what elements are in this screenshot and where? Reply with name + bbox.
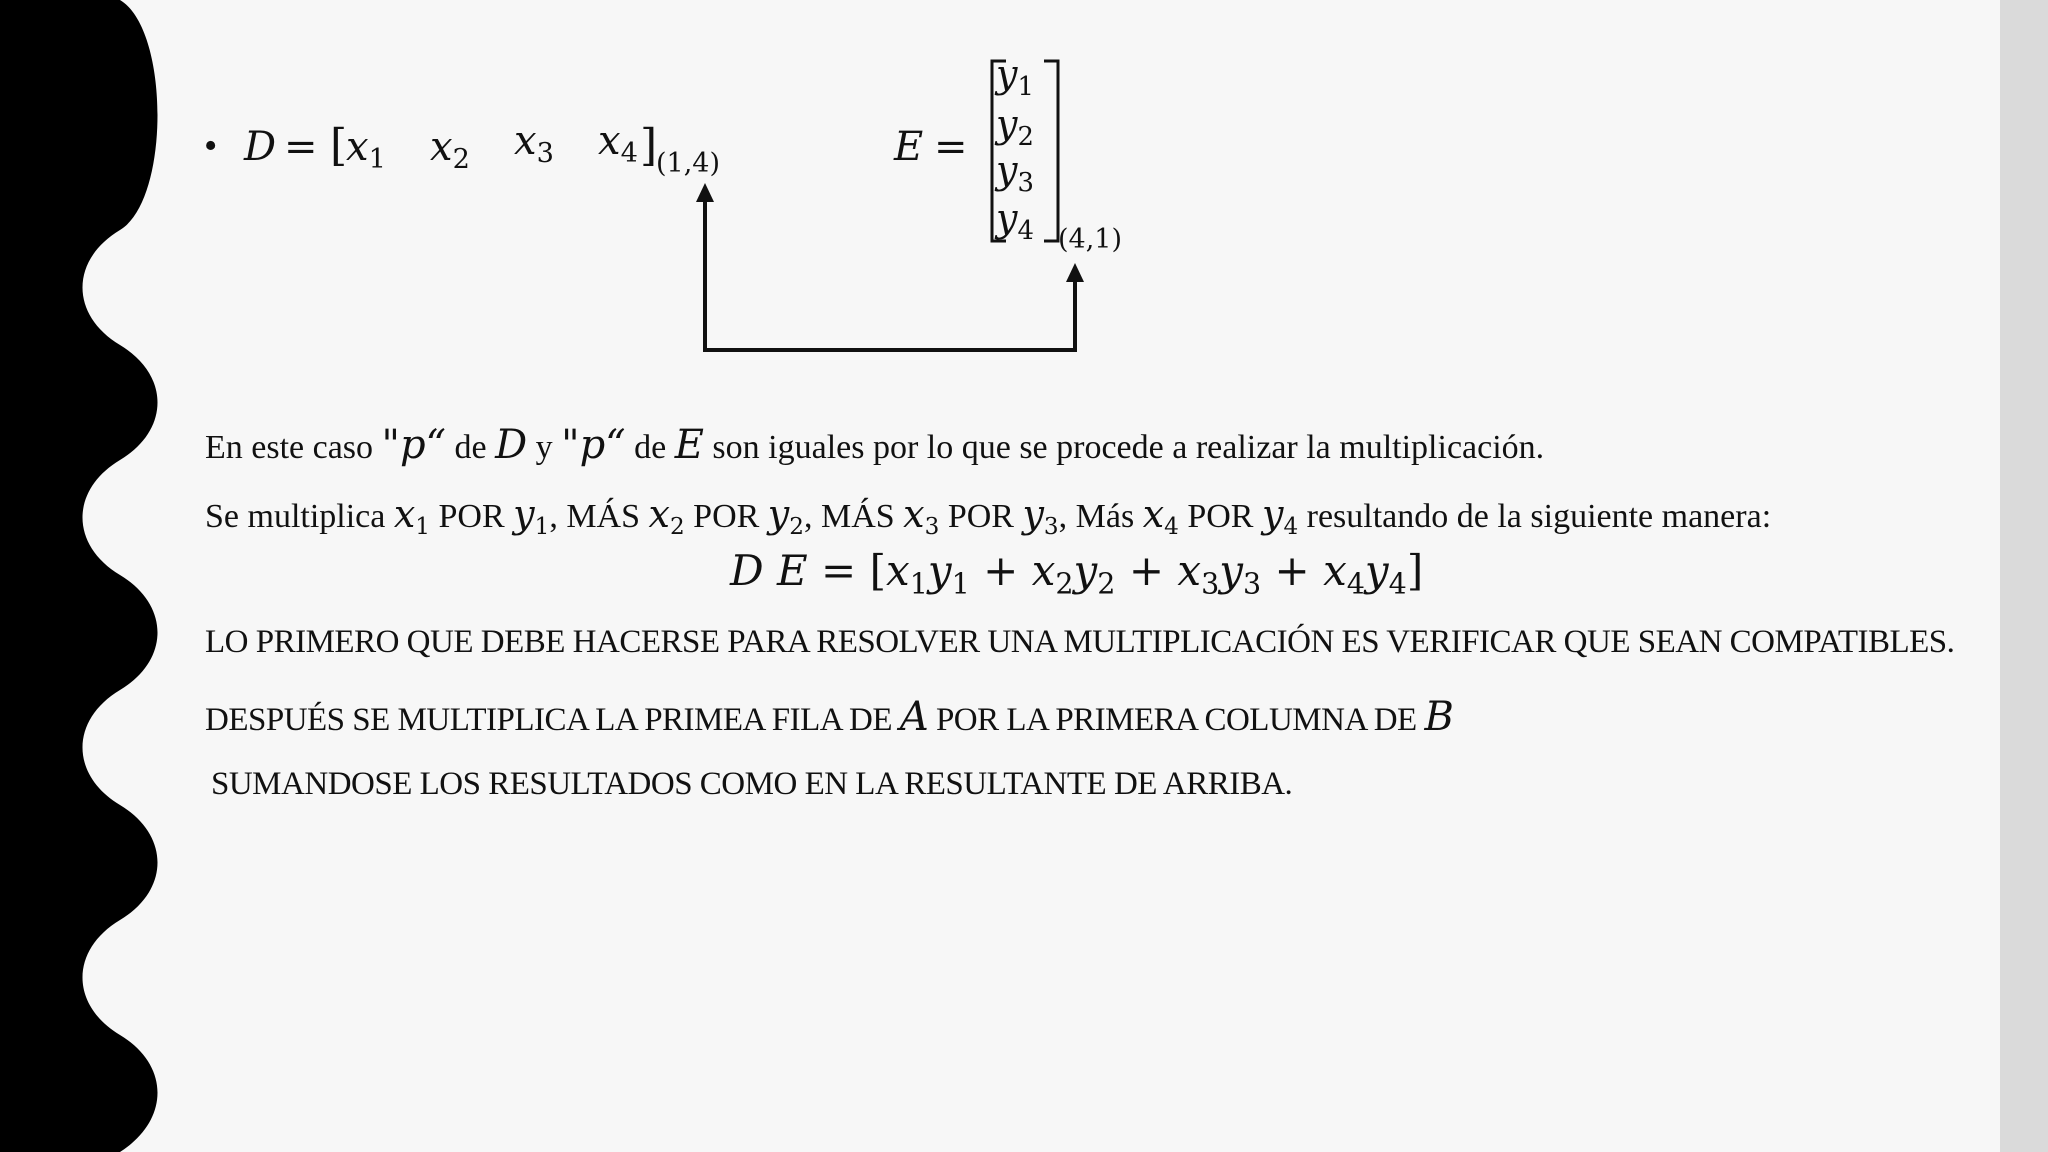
wavy-border-decoration (0, 0, 160, 1152)
right-edge-strip (2000, 0, 2048, 1152)
matrix-e-entry: $y_2$ (996, 102, 1034, 152)
matrix-d-entry: $x_1$ (346, 124, 386, 176)
matrix-e-dimension: (4,1) (1058, 224, 1123, 255)
matrix-d-entry: $x_3$ (514, 118, 554, 170)
matrix-e-entry: $y_1$ (996, 52, 1034, 102)
matrix-d-name: D (244, 124, 277, 170)
instruction-line-1: LO PRIMERO QUE DEBE HACERSE PARA RESOLVER UNA MULTIPLICACIÓN ES VERIFICAR QUE SEAN COMPATIBLES. (205, 624, 1955, 660)
bullet: • (204, 125, 218, 167)
matrix-e-equals: = (934, 124, 968, 170)
matrix-e-name: E (894, 124, 924, 170)
instruction-line-3: SUMANDOSE LOS RESULTADOS COMO EN LA RESULTANTE DE ARRIBA. (211, 766, 1293, 802)
matrix-e-entry: $y_3$ (996, 148, 1034, 198)
matrix-d-open-bracket: [ (330, 120, 348, 171)
explanation-line-1: En este caso "p“ de D y "p“ de E son iguales por lo que se procede a realizar la multiplicación. (205, 422, 1545, 468)
explanation-line-2: Se multiplica $x_1$ POR $y_1$, MÁS $x_2$ POR $y_2$, MÁS $x_3$ POR $y_3$, Más $x_4$ POR $y_4$ resultando de la siguiente manera: (205, 492, 1772, 540)
instruction-line-2: DESPUÉS SE MULTIPLICA LA PRIMEA FILA DE A POR LA PRIMERA COLUMNA DE B (205, 694, 1454, 740)
matrix-d-entry: $x_4$ (598, 118, 638, 170)
matrix-e-entry: $y_4$ (996, 196, 1034, 246)
product-formula: D $E = [x_1y_1 + x_2y_2 + x_3y_3 + x_4y_4]$ (730, 546, 1424, 601)
matrix-d-equals: = (284, 124, 318, 170)
matrix-d-entry: $x_2$ (430, 124, 470, 176)
matrix-d-close-bracket: ] (640, 120, 658, 171)
matrix-d-dimension: (1,4) (656, 148, 721, 179)
